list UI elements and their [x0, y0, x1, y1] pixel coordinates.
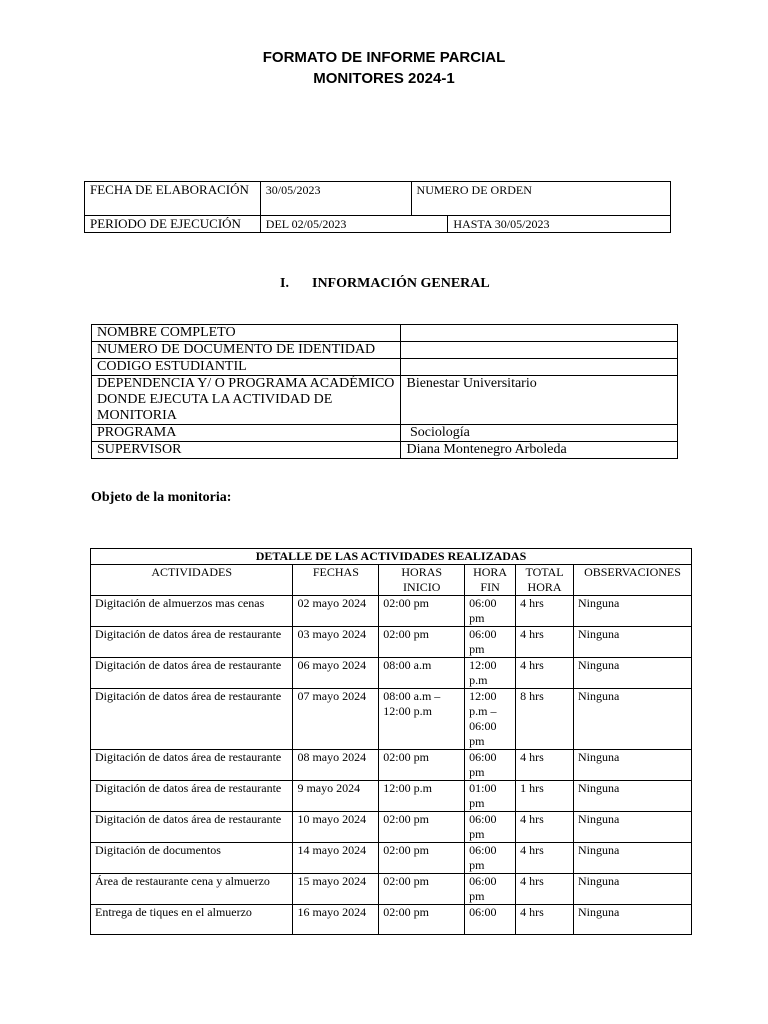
activity-name: Digitación de documentos [91, 843, 293, 874]
info-row [92, 442, 678, 459]
activity-end: 06:00 pm [465, 627, 516, 658]
info-table [91, 324, 678, 459]
activity-row [91, 627, 692, 658]
activity-row [91, 781, 692, 812]
info-value [401, 342, 678, 359]
header-horas-inicio: HORAS INICIO [379, 565, 465, 596]
info-label: DEPENDENCIA Y/ O PROGRAMA ACADÉMICO DONDE EJECUTA LA ACTIVIDAD DE MONITORIA [92, 376, 401, 425]
activity-start: 08:00 a.m – 12:00 p.m [379, 689, 465, 750]
activity-observation: Ninguna [574, 750, 692, 781]
activity-total: 4 hrs [516, 750, 574, 781]
activity-start: 02:00 pm [379, 874, 465, 905]
numero-orden-label: NUMERO DE ORDEN [411, 182, 670, 216]
activity-end: 06:00 [465, 905, 516, 935]
info-row [92, 376, 678, 425]
activity-start: 12:00 p.m [379, 781, 465, 812]
activity-start: 08:00 a.m [379, 658, 465, 689]
activity-name: Entrega de tiques en el almuerzo [91, 905, 293, 935]
info-row [92, 342, 678, 359]
info-row [92, 359, 678, 376]
activity-start: 02:00 pm [379, 596, 465, 627]
activity-observation: Ninguna [574, 627, 692, 658]
header-actividades: ACTIVIDADES [91, 565, 293, 596]
activity-row [91, 843, 692, 874]
title-line-1: FORMATO DE INFORME PARCIAL [262, 49, 506, 66]
activity-observation: Ninguna [574, 843, 692, 874]
activity-row [91, 596, 692, 627]
section-title: INFORMACIÓN GENERAL [312, 276, 490, 291]
activity-total: 4 hrs [516, 874, 574, 905]
activity-name: Digitación de datos área de restaurante [91, 750, 293, 781]
activity-end: 12:00 p.m [465, 658, 516, 689]
activity-date: 07 mayo 2024 [293, 689, 379, 750]
activity-date: 9 mayo 2024 [293, 781, 379, 812]
activity-start: 02:00 pm [379, 843, 465, 874]
activity-start: 02:00 pm [379, 905, 465, 935]
activity-total: 4 hrs [516, 812, 574, 843]
activity-row [91, 750, 692, 781]
activity-observation: Ninguna [574, 905, 692, 935]
info-value [401, 325, 678, 342]
info-value: Diana Montenegro Arboleda [401, 442, 678, 459]
activity-row [91, 874, 692, 905]
activity-observation: Ninguna [574, 812, 692, 843]
activity-date: 15 mayo 2024 [293, 874, 379, 905]
info-label: PROGRAMA [92, 425, 401, 442]
activity-start: 02:00 pm [379, 627, 465, 658]
fecha-value: 30/05/2023 [260, 182, 411, 216]
activity-date: 16 mayo 2024 [293, 905, 379, 935]
activity-end: 06:00 pm [465, 874, 516, 905]
activity-name: Digitación de datos área de restaurante [91, 658, 293, 689]
activity-start: 02:00 pm [379, 812, 465, 843]
info-label: NOMBRE COMPLETO [92, 325, 401, 342]
section-number: I. [280, 276, 289, 291]
activity-observation: Ninguna [574, 596, 692, 627]
activity-date: 08 mayo 2024 [293, 750, 379, 781]
activity-total: 4 hrs [516, 658, 574, 689]
activity-observation: Ninguna [574, 781, 692, 812]
activity-end: 06:00 pm [465, 812, 516, 843]
objeto-label: Objeto de la monitoria: [91, 490, 232, 505]
activity-observation: Ninguna [574, 689, 692, 750]
section-heading [280, 276, 490, 292]
info-row [92, 325, 678, 342]
header-table [84, 181, 671, 233]
document-title [0, 47, 768, 89]
header-observaciones: OBSERVACIONES [574, 565, 692, 596]
activity-row [91, 905, 692, 935]
activity-end: 06:00 pm [465, 843, 516, 874]
activity-date: 14 mayo 2024 [293, 843, 379, 874]
header-fechas: FECHAS [293, 565, 379, 596]
activity-name: Digitación de datos área de restaurante [91, 812, 293, 843]
activity-date: 02 mayo 2024 [293, 596, 379, 627]
activity-date: 06 mayo 2024 [293, 658, 379, 689]
header-total-hora: TOTAL HORA [516, 565, 574, 596]
activity-end: 06:00 pm [465, 596, 516, 627]
activity-total: 4 hrs [516, 905, 574, 935]
fecha-label: FECHA DE ELABORACIÓN [85, 182, 261, 216]
activity-date: 03 mayo 2024 [293, 627, 379, 658]
title-line-2: MONITORES 2024-1 [313, 70, 455, 87]
activity-row [91, 689, 692, 750]
activities-caption: DETALLE DE LAS ACTIVIDADES REALIZADAS [91, 549, 692, 565]
activity-observation: Ninguna [574, 658, 692, 689]
info-label: NUMERO DE DOCUMENTO DE IDENTIDAD [92, 342, 401, 359]
activity-end: 12:00 p.m – 06:00 pm [465, 689, 516, 750]
activities-header-row [91, 565, 692, 596]
activity-end: 01:00 pm [465, 781, 516, 812]
activity-name: Digitación de datos área de restaurante [91, 781, 293, 812]
activity-date: 10 mayo 2024 [293, 812, 379, 843]
activity-name: Digitación de almuerzos mas cenas [91, 596, 293, 627]
hasta-value: HASTA 30/05/2023 [448, 216, 671, 233]
activities-table [90, 548, 692, 935]
activity-total: 4 hrs [516, 843, 574, 874]
info-label: CODIGO ESTUDIANTIL [92, 359, 401, 376]
del-value: DEL 02/05/2023 [260, 216, 448, 233]
activity-row [91, 658, 692, 689]
activity-total: 8 hrs [516, 689, 574, 750]
info-value: Bienestar Universitario [401, 376, 678, 425]
periodo-label: PERIODO DE EJECUCIÓN [85, 216, 261, 233]
activities-body [91, 596, 692, 935]
activity-name: Digitación de datos área de restaurante [91, 689, 293, 750]
info-value: Sociología [401, 425, 678, 442]
activity-total: 1 hrs [516, 781, 574, 812]
info-value [401, 359, 678, 376]
header-hora-fin: HORA FIN [465, 565, 516, 596]
activity-total: 4 hrs [516, 596, 574, 627]
activity-row [91, 812, 692, 843]
activity-end: 06:00 pm [465, 750, 516, 781]
activity-name: Área de restaurante cena y almuerzo [91, 874, 293, 905]
activity-name: Digitación de datos área de restaurante [91, 627, 293, 658]
activity-observation: Ninguna [574, 874, 692, 905]
activity-start: 02:00 pm [379, 750, 465, 781]
info-row [92, 425, 678, 442]
info-label: SUPERVISOR [92, 442, 401, 459]
activity-total: 4 hrs [516, 627, 574, 658]
